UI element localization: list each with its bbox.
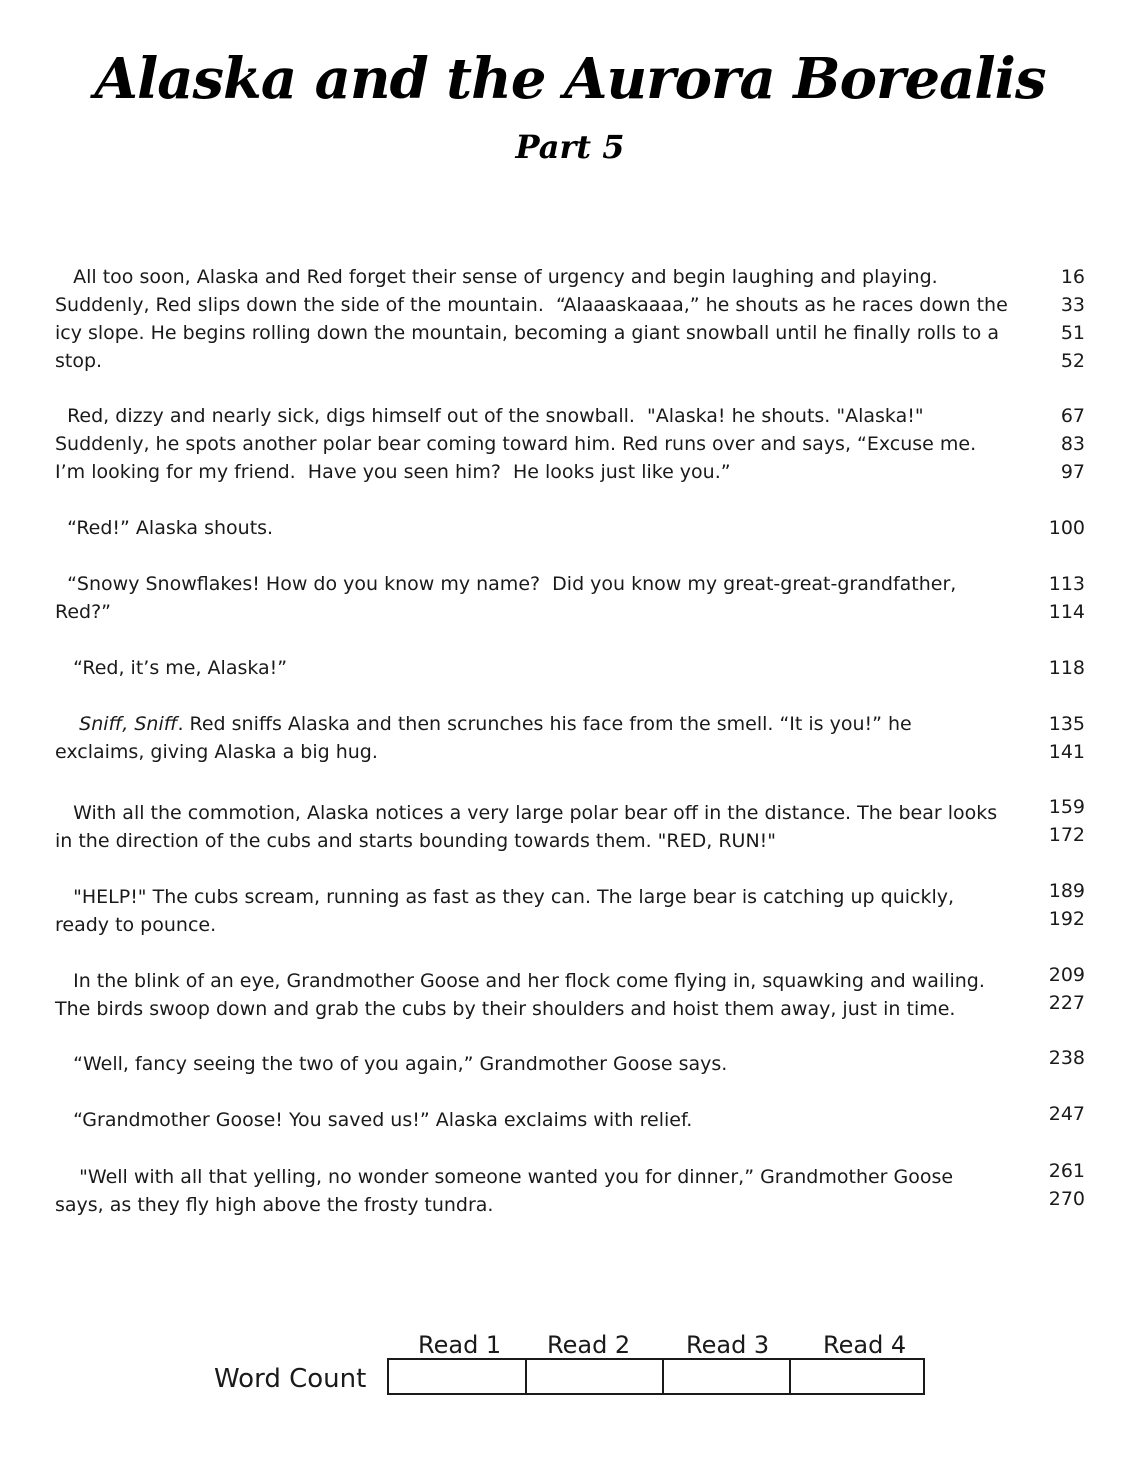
- running-word-count: 100: [1048, 517, 1085, 539]
- running-word-count: 192: [1048, 908, 1085, 930]
- line-text: "Well with all that yelling, no wonder someone wanted you for dinner,” Grandmother Goose: [55, 1166, 954, 1188]
- read-4-header: Read 4: [823, 1331, 907, 1359]
- read-1-cell[interactable]: [389, 1360, 527, 1393]
- running-word-count: 83: [1060, 433, 1085, 455]
- read-3-cell[interactable]: [664, 1360, 791, 1393]
- line-text: All too soon, Alaska and Red forget their sense of urgency and begin laughing and playing.: [55, 266, 938, 288]
- line-text: "HELP!" The cubs scream, running as fast as they can. The large bear is catching up quickly,: [55, 886, 955, 908]
- passage-line: [55, 598, 1035, 626]
- line-text: stop.: [55, 350, 103, 372]
- word-count-label: Word Count: [214, 1364, 367, 1394]
- page-title: Alaska and the Aurora Borealis: [94, 46, 1046, 112]
- passage-line: [55, 1191, 1035, 1219]
- running-word-count: 16: [1060, 266, 1085, 288]
- line-text: in the direction of the cubs and starts bounding towards them. "RED, RUN!": [55, 830, 777, 852]
- passage-line: [55, 402, 1035, 430]
- line-text: exclaims, giving Alaska a big hug.: [55, 741, 378, 763]
- line-text: Suddenly, he spots another polar bear coming toward him. Red runs over and says, “Excuse me.: [55, 433, 977, 455]
- read-4-cell[interactable]: [791, 1360, 925, 1393]
- line-text: “Snowy Snowflakes! How do you know my name? Did you know my great-great-grandfather,: [55, 573, 957, 595]
- line-text: The birds swoop down and grab the cubs by their shoulders and hoist them away, just in time.: [55, 998, 956, 1020]
- passage-line: [55, 319, 1035, 347]
- passage-line: [55, 570, 1035, 598]
- page-subtitle: Part 5: [515, 128, 625, 166]
- passage-line: [55, 347, 1035, 375]
- passage-line: [55, 514, 1035, 542]
- running-word-count: 238: [1048, 1047, 1085, 1069]
- line-text: “Well, fancy seeing the two of you again,” Grandmother Goose says.: [55, 1053, 728, 1075]
- running-word-count: 247: [1048, 1103, 1085, 1125]
- read-1-header: Read 1: [418, 1331, 502, 1359]
- running-word-count: 141: [1048, 741, 1085, 763]
- line-text: In the blink of an eye, Grandmother Goose and her flock come flying in, squawking and wailing.: [55, 970, 985, 992]
- line-text: Red?”: [55, 601, 112, 623]
- running-word-count: 227: [1048, 992, 1085, 1014]
- running-word-count: 33: [1060, 294, 1085, 316]
- passage-line: [55, 799, 1035, 827]
- passage-line: [55, 967, 1035, 995]
- line-text: says, as they fly high above the frosty tundra.: [55, 1194, 494, 1216]
- passage-line: [55, 911, 1035, 939]
- line-text: I’m looking for my friend. Have you seen him? He looks just like you.”: [55, 461, 731, 483]
- line-text: “Grandmother Goose! You saved us!” Alaska exclaims with relief.: [55, 1109, 693, 1131]
- running-word-count: 261: [1048, 1160, 1085, 1182]
- running-word-count: 135: [1048, 713, 1085, 735]
- running-word-count: 67: [1060, 405, 1085, 427]
- passage-line: [55, 1163, 1035, 1191]
- running-word-count: 118: [1048, 657, 1085, 679]
- line-text: With all the commotion, Alaska notices a very large polar bear off in the distance. The bear looks: [55, 802, 998, 824]
- word-count-table: [387, 1358, 925, 1395]
- passage-line: [55, 1106, 1035, 1134]
- read-2-header: Read 2: [547, 1331, 631, 1359]
- passage-line: [55, 458, 1035, 486]
- running-word-count: 270: [1048, 1188, 1085, 1210]
- italic-phrase: Sniff, Sniff: [79, 713, 178, 735]
- running-word-count: 209: [1048, 964, 1085, 986]
- line-text: icy slope. He begins rolling down the mountain, becoming a giant snowball until he finally rolls to a: [55, 322, 999, 344]
- running-word-count: 52: [1060, 350, 1085, 372]
- running-word-count: 172: [1048, 824, 1085, 846]
- passage-line: [55, 710, 1035, 738]
- line-text: ready to pounce.: [55, 914, 217, 936]
- running-word-count: 51: [1060, 322, 1085, 344]
- passage-line: [55, 738, 1035, 766]
- passage-line: [55, 995, 1035, 1023]
- running-word-count: 113: [1048, 573, 1085, 595]
- passage-line: [55, 430, 1035, 458]
- running-word-count: 189: [1048, 880, 1085, 902]
- running-word-count: 114: [1048, 601, 1085, 623]
- line-text: Suddenly, Red slips down the side of the mountain. “Alaaaskaaaa,” he shouts as he races down the: [55, 294, 1008, 316]
- passage-line: [55, 827, 1035, 855]
- read-3-header: Read 3: [686, 1331, 770, 1359]
- passage-line: [55, 1050, 1035, 1078]
- line-text: “Red, it’s me, Alaska!”: [55, 657, 288, 679]
- passage-line: [55, 883, 1035, 911]
- passage-line: [55, 263, 1035, 291]
- line-text: “Red!” Alaska shouts.: [55, 517, 274, 539]
- passage-line: [55, 654, 1035, 682]
- line-text: Red, dizzy and nearly sick, digs himself out of the snowball. "Alaska! he shouts. "Alaska!": [55, 405, 924, 427]
- running-word-count: 159: [1048, 796, 1085, 818]
- line-text: . Red sniffs Alaska and then scrunches his face from the smell. “It is you!” he: [177, 713, 912, 735]
- running-word-count: 97: [1060, 461, 1085, 483]
- read-2-cell[interactable]: [527, 1360, 664, 1393]
- passage-line: [55, 291, 1035, 319]
